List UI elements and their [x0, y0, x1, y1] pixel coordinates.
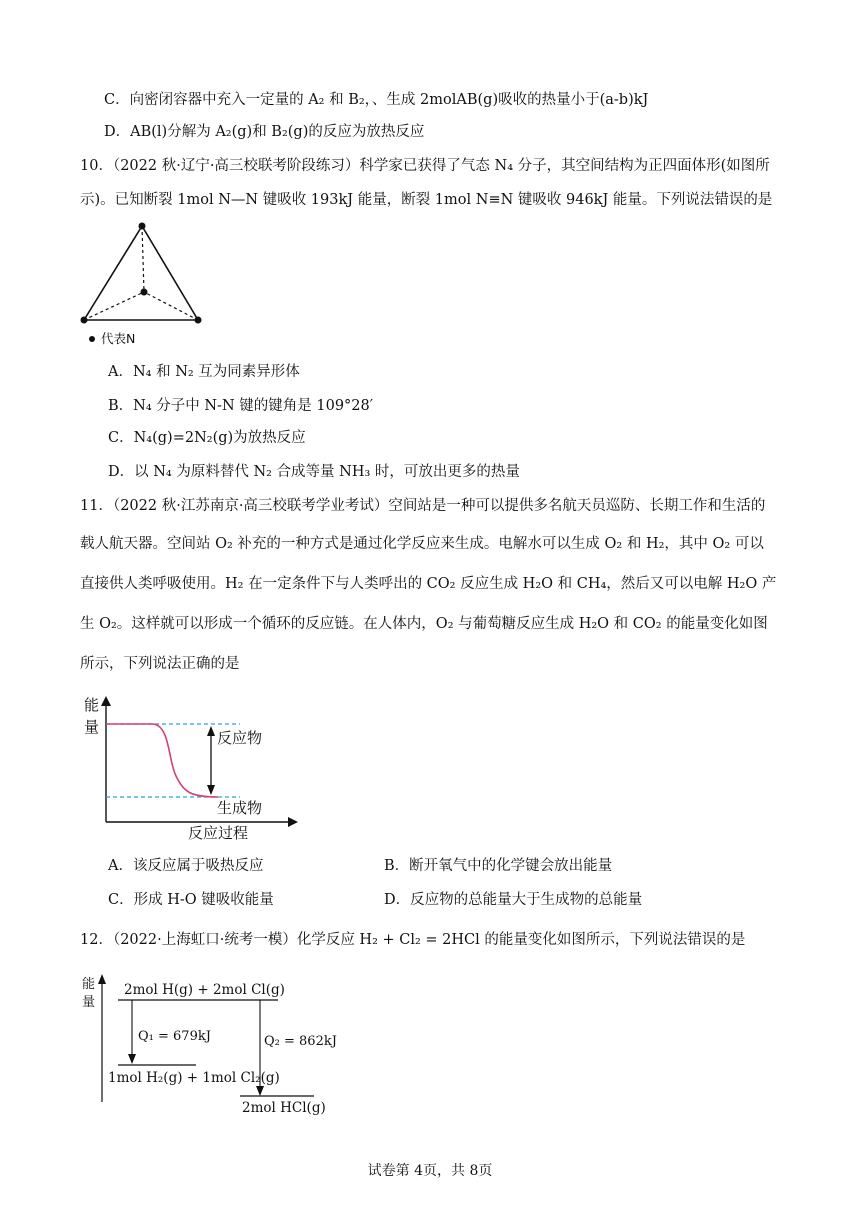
energy-axis-label-2: 量 [82, 995, 96, 1010]
energy-axis-label-1: 能 [84, 696, 100, 714]
q10-option-b: B．N₄ 分子中 N-N 键的键角是 109°28′ [108, 398, 374, 414]
q9-option-c: C．向密闭容器中充入一定量的 A₂ 和 B₂，、生成 2molAB(g)吸收的热量小于(a-b)kJ [104, 92, 649, 108]
q10-option-d: D．以 N₄ 为原料替代 N₂ 合成等量 NH₃ 时，可放出更多的热量 [108, 464, 520, 480]
q11-option-d: D．反应物的总能量大于生成物的总能量 [384, 892, 643, 908]
q11-stem-line4: 生 O₂。这样就可以形成一个循环的反应链。在人体内，O₂ 与葡萄糖反应生成 H₂O 和 CO₂ 的能量变化如图 [80, 616, 768, 632]
q11-option-b: B．断开氧气中的化学键会放出能量 [384, 858, 613, 874]
n-atom-back [141, 289, 148, 296]
tetrahedron-diagram [76, 220, 216, 350]
tetrahedron-edges [84, 226, 198, 320]
q11-stem-line5: 所示，下列说法正确的是 [80, 656, 240, 672]
bottom-level-label: 2mol HCl(g) [242, 1100, 326, 1116]
energy-axis-label-1: 能 [82, 977, 96, 992]
q10-stem-line1: 10．（2022 秋·辽宁·高三校联考阶段练习）科学家已获得了气态 N₄ 分子，其空间结构为正四面体形(如图所 [80, 158, 770, 174]
q10-option-a: A．N₄ 和 N₂ 互为同素异形体 [108, 364, 300, 380]
top-level-label: 2mol H(g) + 2mol Cl(g) [124, 982, 285, 998]
q11-stem-line3: 直接供人类呼吸使用。H₂ 在一定条件下与人类呼出的 CO₂ 反应生成 H₂O 和 CH₄，然后又可以电解 H₂O 产 [80, 576, 777, 592]
legend-dot-icon [89, 336, 95, 342]
energy-axis-label-2: 量 [84, 718, 100, 736]
n-atom-top [139, 223, 146, 230]
q9-option-d: D．AB(l)分解为 A₂(g)和 B₂(g)的反应为放热反应 [104, 124, 425, 140]
q10-option-c: C．N₄(g)=2N₂(g)为放热反应 [108, 430, 306, 446]
n-atom-left [81, 317, 88, 324]
n-atom-right [195, 317, 202, 324]
q10-stem-line2: 示)。已知断裂 1mol N—N 键吸收 193kJ 能量，断裂 1mol N≡N 键吸收 946kJ 能量。下列说法错误的是 [80, 192, 773, 208]
q11-option-a: A．该反应属于吸热反应 [108, 858, 264, 874]
energy-profile-diagram [80, 692, 300, 842]
reactant-label: 反应物 [217, 729, 263, 747]
q11-stem-line2: 载人航天器。空间站 O₂ 补充的一种方式是通过化学反应来生成。电解水可以生成 O₂ 和 H₂，其中 O₂ 可以 [80, 536, 764, 552]
energy-curve [106, 724, 218, 797]
q12-stem-line1: 12．（2022·上海虹口·统考一模）化学反应 H₂ + Cl₂ = 2HCl 的能量变化如图所示，下列说法错误的是 [80, 932, 746, 948]
mid-level-label: 1mol H₂(g) + 1mol Cl₂(g) [108, 1070, 280, 1086]
q2-label: Q₂ = 862kJ [264, 1034, 337, 1049]
bond-energy-diagram [78, 966, 378, 1116]
page-footer: 试卷第 4页，共 8页 [367, 1163, 493, 1179]
reaction-process-label: 反应过程 [188, 824, 249, 842]
q11-stem-line1: 11．（2022 秋·江苏南京·高三校联考学业考试）空间站是一种可以提供多名航天员巡防、长期工作和生活的 [80, 498, 766, 514]
product-label: 生成物 [217, 799, 263, 817]
q11-option-c: C．形成 H-O 键吸收能量 [108, 892, 274, 908]
q1-label: Q₁ = 679kJ [138, 1029, 211, 1044]
tetrahedron-legend: 代表N [101, 331, 136, 346]
